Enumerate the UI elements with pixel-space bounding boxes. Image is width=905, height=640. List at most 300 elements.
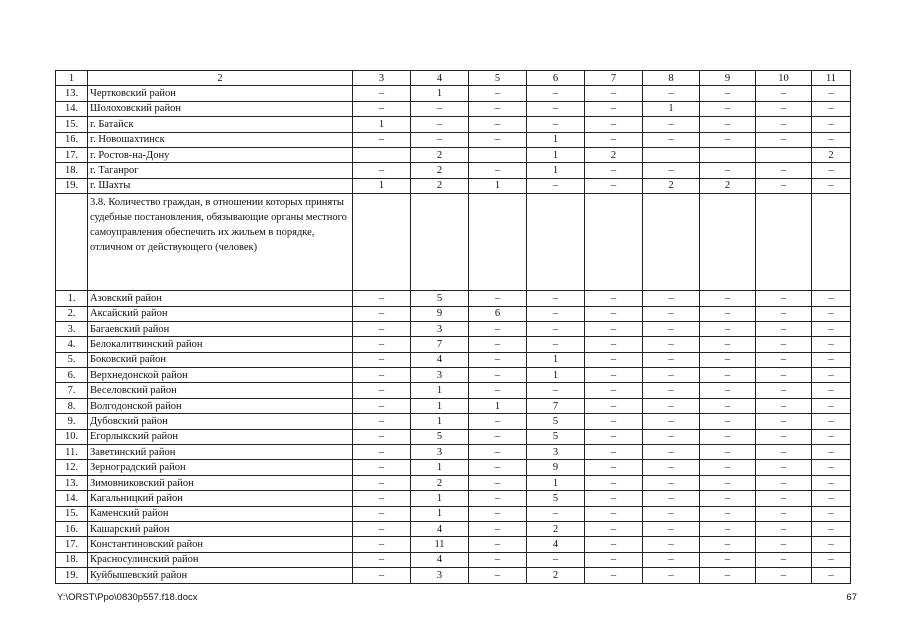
empty-cell bbox=[56, 194, 88, 291]
cell-value: 1 bbox=[411, 383, 469, 398]
cell-value: 7 bbox=[527, 398, 585, 413]
cell-value: – bbox=[756, 383, 812, 398]
row-number: 7. bbox=[56, 383, 88, 398]
cell-value: – bbox=[469, 101, 527, 116]
cell-value: – bbox=[700, 445, 756, 460]
empty-cell bbox=[469, 194, 527, 291]
cell-value: – bbox=[469, 383, 527, 398]
cell-value: – bbox=[585, 337, 643, 352]
empty-cell bbox=[643, 194, 700, 291]
cell-value: – bbox=[353, 475, 411, 490]
cell-value: 1 bbox=[469, 398, 527, 413]
row-label: г. Таганрог bbox=[88, 163, 353, 178]
table-row bbox=[56, 163, 851, 178]
row-number: 15. bbox=[56, 117, 88, 132]
cell-value: 3 bbox=[411, 368, 469, 383]
table-row bbox=[56, 291, 851, 306]
cell-value: – bbox=[353, 383, 411, 398]
cell-value: 1 bbox=[353, 117, 411, 132]
footer-file-path: Y:\ORST\Ppo\0830p557.f18.docx bbox=[57, 592, 198, 603]
table-row bbox=[56, 429, 851, 444]
cell-value: – bbox=[585, 445, 643, 460]
cell-value: – bbox=[353, 101, 411, 116]
table-row bbox=[56, 568, 851, 583]
cell-value: – bbox=[585, 475, 643, 490]
column-header: 5 bbox=[469, 71, 527, 86]
cell-value: – bbox=[643, 383, 700, 398]
table-row bbox=[56, 101, 851, 116]
empty-cell bbox=[527, 194, 585, 291]
cell-value: – bbox=[469, 86, 527, 101]
cell-value: – bbox=[469, 291, 527, 306]
table-row bbox=[56, 132, 851, 147]
cell-value: – bbox=[812, 101, 851, 116]
cell-value: – bbox=[353, 398, 411, 413]
cell-value: – bbox=[353, 537, 411, 552]
cell-value: – bbox=[700, 306, 756, 321]
cell-value: – bbox=[469, 506, 527, 521]
cell-value: – bbox=[585, 568, 643, 583]
cell-value: – bbox=[812, 178, 851, 193]
cell-value bbox=[700, 147, 756, 162]
cell-value: – bbox=[812, 445, 851, 460]
table-row bbox=[56, 117, 851, 132]
row-number: 10. bbox=[56, 429, 88, 444]
cell-value: – bbox=[585, 383, 643, 398]
cell-value: – bbox=[585, 132, 643, 147]
cell-value: – bbox=[643, 132, 700, 147]
cell-value: – bbox=[353, 163, 411, 178]
column-header: 4 bbox=[411, 71, 469, 86]
cell-value: – bbox=[700, 321, 756, 336]
cell-value: – bbox=[643, 368, 700, 383]
cell-value: – bbox=[353, 291, 411, 306]
cell-value: 1 bbox=[411, 86, 469, 101]
cell-value: – bbox=[700, 398, 756, 413]
cell-value: – bbox=[643, 429, 700, 444]
cell-value: – bbox=[469, 337, 527, 352]
cell-value: – bbox=[643, 475, 700, 490]
cell-value: 1 bbox=[643, 101, 700, 116]
cell-value: – bbox=[469, 414, 527, 429]
cell-value: – bbox=[353, 491, 411, 506]
row-label: Заветинский район bbox=[88, 445, 353, 460]
row-label: Константиновский район bbox=[88, 537, 353, 552]
empty-cell bbox=[585, 194, 643, 291]
cell-value: – bbox=[585, 537, 643, 552]
cell-value: 1 bbox=[527, 368, 585, 383]
cell-value: – bbox=[812, 398, 851, 413]
cell-value: – bbox=[643, 291, 700, 306]
empty-cell bbox=[353, 194, 411, 291]
page-number: 67 bbox=[846, 592, 857, 603]
table-row bbox=[56, 537, 851, 552]
cell-value: – bbox=[756, 163, 812, 178]
column-header: 8 bbox=[643, 71, 700, 86]
cell-value: – bbox=[585, 86, 643, 101]
cell-value: 11 bbox=[411, 537, 469, 552]
table-row bbox=[56, 475, 851, 490]
cell-value: 2 bbox=[812, 147, 851, 162]
row-label: г. Батайск bbox=[88, 117, 353, 132]
cell-value: – bbox=[469, 491, 527, 506]
cell-value: – bbox=[353, 414, 411, 429]
cell-value: – bbox=[469, 521, 527, 536]
cell-value: 1 bbox=[411, 460, 469, 475]
cell-value: – bbox=[756, 117, 812, 132]
cell-value: – bbox=[812, 521, 851, 536]
table-row bbox=[56, 521, 851, 536]
cell-value bbox=[353, 147, 411, 162]
cell-value bbox=[643, 147, 700, 162]
cell-value: – bbox=[756, 291, 812, 306]
cell-value: – bbox=[469, 163, 527, 178]
table-row bbox=[56, 552, 851, 567]
cell-value: – bbox=[527, 291, 585, 306]
cell-value: – bbox=[527, 306, 585, 321]
cell-value: – bbox=[812, 491, 851, 506]
cell-value: – bbox=[353, 337, 411, 352]
cell-value: 2 bbox=[411, 163, 469, 178]
row-number: 1. bbox=[56, 291, 88, 306]
column-header: 1 bbox=[56, 71, 88, 86]
cell-value: – bbox=[700, 117, 756, 132]
cell-value: 5 bbox=[527, 491, 585, 506]
cell-value: – bbox=[527, 101, 585, 116]
cell-value: 9 bbox=[411, 306, 469, 321]
cell-value: – bbox=[700, 460, 756, 475]
row-label: Куйбышевский район bbox=[88, 568, 353, 583]
cell-value: – bbox=[643, 568, 700, 583]
cell-value: – bbox=[643, 414, 700, 429]
cell-value: – bbox=[756, 368, 812, 383]
cell-value: – bbox=[353, 132, 411, 147]
cell-value: – bbox=[643, 491, 700, 506]
cell-value: – bbox=[527, 178, 585, 193]
cell-value: – bbox=[756, 445, 812, 460]
cell-value bbox=[469, 147, 527, 162]
cell-value: – bbox=[585, 178, 643, 193]
table-body bbox=[56, 71, 851, 584]
empty-cell bbox=[756, 194, 812, 291]
cell-value: – bbox=[353, 306, 411, 321]
row-number: 6. bbox=[56, 368, 88, 383]
header-row bbox=[56, 71, 851, 86]
cell-value: – bbox=[812, 429, 851, 444]
cell-value: – bbox=[700, 383, 756, 398]
cell-value: – bbox=[812, 117, 851, 132]
cell-value: – bbox=[756, 429, 812, 444]
row-number: 14. bbox=[56, 101, 88, 116]
cell-value: – bbox=[756, 101, 812, 116]
row-number: 9. bbox=[56, 414, 88, 429]
cell-value: 2 bbox=[585, 147, 643, 162]
cell-value: – bbox=[643, 321, 700, 336]
cell-value: – bbox=[469, 352, 527, 367]
table-row bbox=[56, 491, 851, 506]
row-label: Белокалитвинский район bbox=[88, 337, 353, 352]
row-number: 19. bbox=[56, 568, 88, 583]
cell-value: – bbox=[700, 337, 756, 352]
empty-cell bbox=[700, 194, 756, 291]
cell-value: – bbox=[527, 321, 585, 336]
cell-value: – bbox=[643, 117, 700, 132]
cell-value: 2 bbox=[643, 178, 700, 193]
cell-value: – bbox=[756, 414, 812, 429]
table-row bbox=[56, 147, 851, 162]
cell-value: – bbox=[812, 368, 851, 383]
cell-value: – bbox=[700, 491, 756, 506]
cell-value: – bbox=[469, 429, 527, 444]
table-row bbox=[56, 445, 851, 460]
cell-value: – bbox=[585, 414, 643, 429]
cell-value: – bbox=[756, 337, 812, 352]
cell-value: – bbox=[643, 506, 700, 521]
cell-value: – bbox=[527, 552, 585, 567]
cell-value: – bbox=[756, 398, 812, 413]
table-row bbox=[56, 178, 851, 193]
row-number: 13. bbox=[56, 475, 88, 490]
cell-value: – bbox=[812, 460, 851, 475]
cell-value: – bbox=[812, 291, 851, 306]
row-number: 18. bbox=[56, 163, 88, 178]
cell-value: – bbox=[469, 460, 527, 475]
cell-value: – bbox=[353, 552, 411, 567]
table-row bbox=[56, 321, 851, 336]
cell-value: 3 bbox=[411, 445, 469, 460]
cell-value: – bbox=[353, 506, 411, 521]
column-header: 2 bbox=[88, 71, 353, 86]
table-row bbox=[56, 368, 851, 383]
cell-value: – bbox=[812, 352, 851, 367]
cell-value: – bbox=[585, 306, 643, 321]
column-header: 3 bbox=[353, 71, 411, 86]
cell-value: – bbox=[469, 368, 527, 383]
cell-value: 4 bbox=[411, 552, 469, 567]
cell-value: – bbox=[585, 491, 643, 506]
cell-value: – bbox=[756, 352, 812, 367]
column-header: 9 bbox=[700, 71, 756, 86]
cell-value: 1 bbox=[527, 147, 585, 162]
cell-value: – bbox=[756, 86, 812, 101]
cell-value: 1 bbox=[411, 398, 469, 413]
cell-value: – bbox=[353, 521, 411, 536]
cell-value: – bbox=[812, 383, 851, 398]
row-label: Кашарский район bbox=[88, 521, 353, 536]
cell-value: 9 bbox=[527, 460, 585, 475]
cell-value: – bbox=[643, 352, 700, 367]
row-number: 12. bbox=[56, 460, 88, 475]
cell-value: 3 bbox=[527, 445, 585, 460]
cell-value: – bbox=[643, 337, 700, 352]
row-number: 16. bbox=[56, 132, 88, 147]
cell-value: – bbox=[527, 383, 585, 398]
row-number: 13. bbox=[56, 86, 88, 101]
cell-value: 1 bbox=[353, 178, 411, 193]
data-table bbox=[55, 70, 851, 584]
cell-value: – bbox=[812, 414, 851, 429]
row-number: 15. bbox=[56, 506, 88, 521]
column-header: 7 bbox=[585, 71, 643, 86]
table-row bbox=[56, 306, 851, 321]
cell-value: 1 bbox=[527, 475, 585, 490]
cell-value: – bbox=[812, 132, 851, 147]
cell-value: 5 bbox=[527, 429, 585, 444]
cell-value: 1 bbox=[411, 506, 469, 521]
cell-value: – bbox=[812, 321, 851, 336]
cell-value: – bbox=[469, 117, 527, 132]
row-number: 11. bbox=[56, 445, 88, 460]
row-label: Волгодонской район bbox=[88, 398, 353, 413]
cell-value: – bbox=[353, 568, 411, 583]
cell-value: 1 bbox=[527, 163, 585, 178]
row-label: Верхнедонской район bbox=[88, 368, 353, 383]
cell-value: – bbox=[527, 86, 585, 101]
cell-value: – bbox=[585, 163, 643, 178]
section-heading-row bbox=[56, 194, 851, 291]
cell-value: – bbox=[469, 568, 527, 583]
cell-value: 7 bbox=[411, 337, 469, 352]
cell-value: – bbox=[643, 445, 700, 460]
cell-value: – bbox=[756, 178, 812, 193]
section-heading: 3.8. Количество граждан, в отношении которых приняты судебные постановления, обязывающие органы местного самоуправления обеспечить их жильем в порядке, отличном от действующего (человек) bbox=[88, 194, 353, 291]
empty-cell bbox=[812, 194, 851, 291]
cell-value: 3 bbox=[411, 568, 469, 583]
cell-value: 4 bbox=[411, 352, 469, 367]
cell-value: – bbox=[353, 352, 411, 367]
cell-value: 6 bbox=[469, 306, 527, 321]
cell-value: – bbox=[411, 117, 469, 132]
cell-value: 1 bbox=[527, 352, 585, 367]
row-number: 17. bbox=[56, 537, 88, 552]
cell-value: – bbox=[643, 537, 700, 552]
cell-value: 5 bbox=[411, 291, 469, 306]
cell-value: – bbox=[700, 352, 756, 367]
cell-value: – bbox=[700, 291, 756, 306]
cell-value: – bbox=[700, 568, 756, 583]
cell-value: – bbox=[756, 321, 812, 336]
cell-value: – bbox=[700, 552, 756, 567]
cell-value: – bbox=[812, 475, 851, 490]
cell-value: – bbox=[585, 521, 643, 536]
cell-value: – bbox=[585, 291, 643, 306]
cell-value: – bbox=[812, 552, 851, 567]
table-row bbox=[56, 352, 851, 367]
cell-value: 5 bbox=[527, 414, 585, 429]
cell-value: – bbox=[643, 163, 700, 178]
cell-value: – bbox=[756, 552, 812, 567]
cell-value: – bbox=[411, 132, 469, 147]
row-label: Кагальницкий район bbox=[88, 491, 353, 506]
cell-value: 1 bbox=[527, 132, 585, 147]
column-header: 11 bbox=[812, 71, 851, 86]
column-header: 10 bbox=[756, 71, 812, 86]
table-row bbox=[56, 86, 851, 101]
cell-value: – bbox=[812, 163, 851, 178]
cell-value: – bbox=[643, 306, 700, 321]
cell-value: – bbox=[353, 321, 411, 336]
row-number: 18. bbox=[56, 552, 88, 567]
table-row bbox=[56, 383, 851, 398]
cell-value: – bbox=[469, 321, 527, 336]
row-number: 19. bbox=[56, 178, 88, 193]
row-label: Шолоховский район bbox=[88, 101, 353, 116]
row-number: 8. bbox=[56, 398, 88, 413]
cell-value: – bbox=[812, 86, 851, 101]
cell-value: – bbox=[812, 337, 851, 352]
cell-value: – bbox=[469, 445, 527, 460]
cell-value: 1 bbox=[469, 178, 527, 193]
cell-value: 1 bbox=[411, 414, 469, 429]
cell-value: – bbox=[812, 306, 851, 321]
cell-value: 2 bbox=[700, 178, 756, 193]
cell-value: 2 bbox=[411, 178, 469, 193]
cell-value: – bbox=[527, 117, 585, 132]
cell-value: – bbox=[643, 460, 700, 475]
cell-value bbox=[756, 147, 812, 162]
cell-value: – bbox=[411, 101, 469, 116]
cell-value: 4 bbox=[411, 521, 469, 536]
cell-value: – bbox=[585, 429, 643, 444]
cell-value: 2 bbox=[411, 147, 469, 162]
row-label: Веселовский район bbox=[88, 383, 353, 398]
cell-value: 5 bbox=[411, 429, 469, 444]
cell-value: – bbox=[643, 552, 700, 567]
cell-value: – bbox=[812, 568, 851, 583]
cell-value: – bbox=[756, 537, 812, 552]
cell-value: – bbox=[700, 429, 756, 444]
cell-value: – bbox=[469, 537, 527, 552]
row-number: 2. bbox=[56, 306, 88, 321]
cell-value: – bbox=[756, 568, 812, 583]
cell-value: – bbox=[756, 475, 812, 490]
cell-value: – bbox=[756, 460, 812, 475]
row-number: 14. bbox=[56, 491, 88, 506]
row-label: Чертковский район bbox=[88, 86, 353, 101]
cell-value: – bbox=[527, 506, 585, 521]
cell-value: – bbox=[643, 86, 700, 101]
cell-value: – bbox=[756, 521, 812, 536]
cell-value: – bbox=[469, 552, 527, 567]
cell-value: – bbox=[585, 506, 643, 521]
cell-value: – bbox=[469, 132, 527, 147]
row-label: Каменский район bbox=[88, 506, 353, 521]
cell-value: – bbox=[585, 460, 643, 475]
cell-value: – bbox=[585, 398, 643, 413]
cell-value: 2 bbox=[527, 568, 585, 583]
row-number: 3. bbox=[56, 321, 88, 336]
row-number: 5. bbox=[56, 352, 88, 367]
table-row bbox=[56, 398, 851, 413]
cell-value: – bbox=[353, 429, 411, 444]
table-row bbox=[56, 506, 851, 521]
cell-value: – bbox=[353, 368, 411, 383]
cell-value: – bbox=[643, 398, 700, 413]
cell-value: – bbox=[700, 132, 756, 147]
table-row bbox=[56, 460, 851, 475]
row-number: 17. bbox=[56, 147, 88, 162]
row-label: Красносулинский район bbox=[88, 552, 353, 567]
cell-value: – bbox=[643, 521, 700, 536]
cell-value: – bbox=[585, 352, 643, 367]
cell-value: – bbox=[812, 506, 851, 521]
cell-value: 2 bbox=[527, 521, 585, 536]
cell-value: 3 bbox=[411, 321, 469, 336]
row-label: Аксайский район bbox=[88, 306, 353, 321]
cell-value: – bbox=[700, 537, 756, 552]
cell-value: – bbox=[353, 460, 411, 475]
table-row bbox=[56, 414, 851, 429]
